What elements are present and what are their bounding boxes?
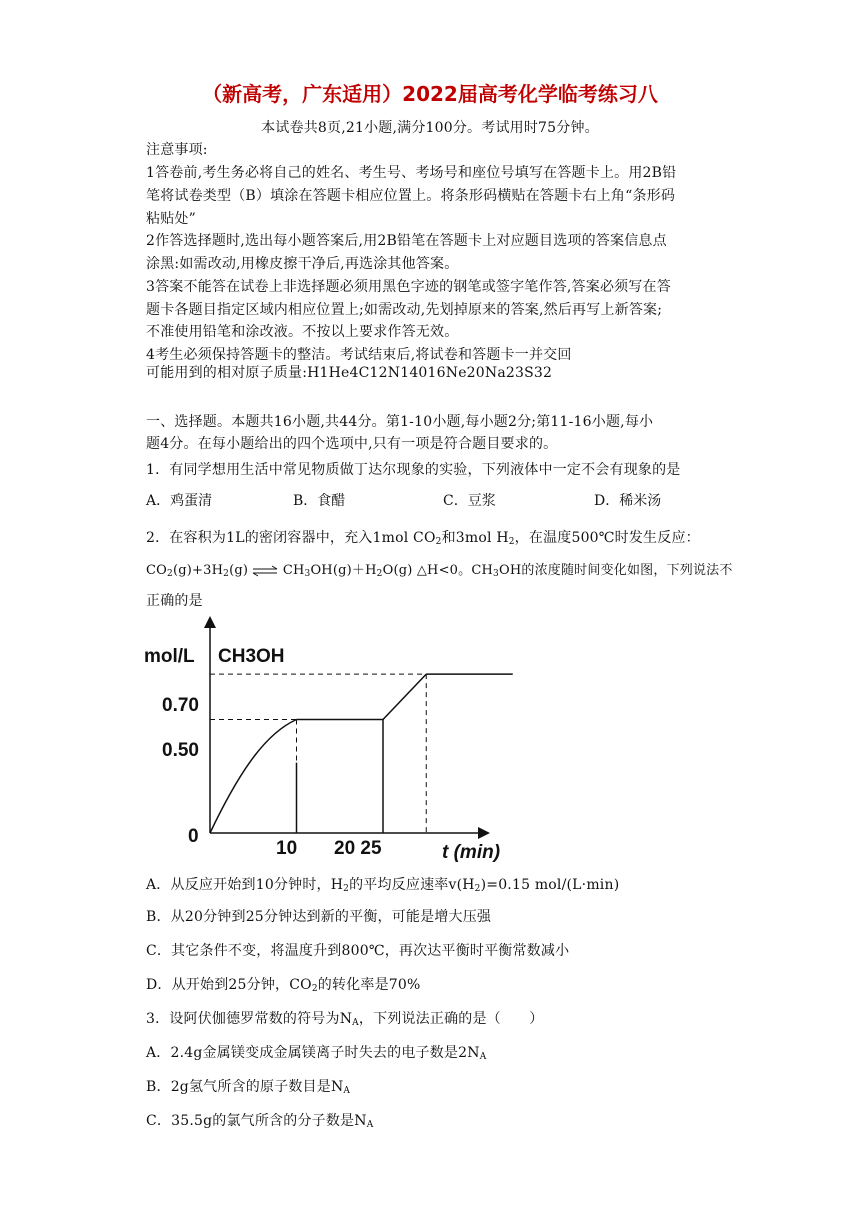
q2-option-b: B．从20分钟到25分钟达到新的平衡，可能是增大压强 <box>146 909 492 925</box>
y-tick-label: 0.50 <box>162 740 199 761</box>
option-b: B．食醋 <box>293 493 346 509</box>
y-axis-label: mol/L <box>144 646 195 667</box>
section-header: 一、选择题。本题共16小题,共44分。第1-10小题,每小题2分;第11-16小题,每小 <box>146 414 654 430</box>
note-line: 3答案不能答在试卷上非选择题必须用黑色字迹的钢笔或签字笔作答,答案必须写在答 <box>146 279 671 295</box>
note-line: 粘贴处” <box>146 211 196 227</box>
y-tick-label: 0.70 <box>162 695 199 716</box>
option-d: D．稀米汤 <box>594 493 662 509</box>
note-line: 笔将试卷类型（B）填涂在答题卡相应位置上。将条形码横贴在答题卡右上角“条形码 <box>146 188 676 204</box>
series-line-segment <box>383 674 426 719</box>
chart-svg <box>144 618 506 868</box>
notes-header: 注意事项: <box>146 142 208 158</box>
y-tick-label: 0 <box>188 826 199 847</box>
note-line: 4考生必须保持答题卡的整洁。考试结束后,将试卷和答题卡一并交回 <box>146 347 572 363</box>
exam-info: 本试卷共8页,21小题,满分100分。考试用时75分钟。 <box>261 120 599 136</box>
x-axis-label: t (min) <box>442 842 501 863</box>
series-curve-segment <box>210 720 297 834</box>
note-line: 不准使用铅笔和涂改液。不按以上要求作答无效。 <box>146 324 459 340</box>
x-tick-label: 10 <box>276 838 298 859</box>
q2-option-d: D．从开始到25分钟，$CO_2$的转化率是70% <box>146 977 421 994</box>
question-3-stem: 3．设阿伏伽德罗常数的符号为$N_A$，下列说法正确的是（ ） <box>146 1011 544 1028</box>
section-header: 题4分。在每小题给出的四个选项中,只有一项是符合题目要求的。 <box>146 436 558 452</box>
ch3oh-concentration-chart <box>144 618 506 868</box>
document-title: （新高考，广东适用）2022届高考化学临考练习八 <box>202 82 658 106</box>
x-tick-label: 20 25 <box>334 838 382 859</box>
note-line: 题卡各题目指定区域内相应位置上;如需改动,先划掉原来的答案,然后再写上新答案; <box>146 302 663 318</box>
series-label: CH3OH <box>218 646 285 667</box>
question-2-stem-end: 正确的是 <box>146 593 203 609</box>
q3-option-a: A．2.4g金属镁变成金属镁离子时失去的电子数是$2N_A$ <box>146 1045 487 1062</box>
note-line: 1答卷前,考生务必将自己的姓名、考生号、考场号和座位号填写在答题卡上。用2B铅 <box>146 165 677 181</box>
q3-option-b: B．2g氢气所含的原子数目是$N_A$ <box>146 1079 351 1096</box>
q2-option-c: C．其它条件不变，将温度升到800℃，再次达平衡时平衡常数减小 <box>146 943 570 959</box>
option-a: A．鸡蛋清 <box>146 493 213 509</box>
note-line: 2作答选择题时,选出每小题答案后,用2B铅笔在答题卡上对应题目选项的答案信息点 <box>146 233 667 249</box>
q3-option-c: C．35.5g的氯气所含的分子数是$N_A$ <box>146 1113 374 1130</box>
option-c: C．豆浆 <box>443 493 496 509</box>
question-2-stem: 2．在容积为1L的密闭容器中，充入1mol $CO_2$和3mol $H_2$，在温度500℃时发生反应： <box>146 530 700 547</box>
question-1-stem: 1．有同学想用生活中常见物质做丁达尔现象的实验，下列液体中一定不会有现象的是 <box>146 462 681 478</box>
equilibrium-arrow-icon <box>252 566 278 576</box>
atomic-mass-line: 可能用到的相对原子质量:H1He4C12N14016Ne20Na23S32 <box>146 365 553 381</box>
reaction-equation: $CO_2(g)+3H_2(g)$ $CH_3OH(g)+H_2O(g)$ △H<0。$CH_3OH$的浓度随时间变化如图，下列说法不 <box>146 563 733 579</box>
note-line: 涂黑:如需改动,用橡皮擦干净后,再选涂其他答案。 <box>146 256 459 272</box>
q2-option-a: A．从反应开始到10分钟时，$H_2$的平均反应速率$v(H_2)=0.15$ mol/(L·min) <box>146 877 620 894</box>
